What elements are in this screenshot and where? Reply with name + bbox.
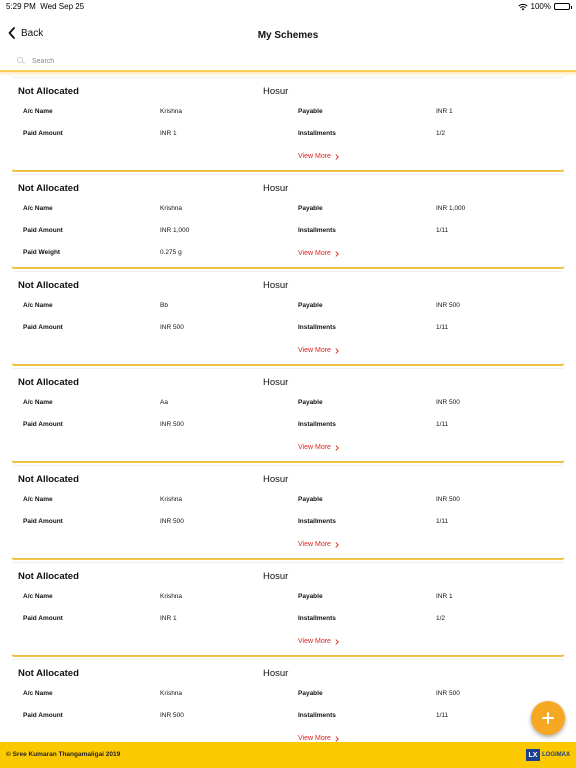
installments-value: 1/2 [436,130,446,137]
logo-text: LOGIMAX [542,752,570,758]
installments-value: 1/2 [436,615,446,622]
chevron-right-icon [335,445,339,451]
scheme-branch: Hosur [263,377,289,388]
scheme-status: Not Allocated [18,571,79,582]
installments-label: Installments [298,130,336,137]
installments-label: Installments [298,615,336,622]
chevron-right-icon [335,348,339,354]
back-label: Back [21,27,44,39]
scheme-card[interactable] [12,563,564,655]
view-more-link[interactable] [298,735,339,742]
detail-row [12,249,564,261]
battery-percent: 100% [530,2,551,11]
paid-amount-value: INR 500 [160,518,184,525]
view-more-label: View More [298,444,331,451]
detail-row [12,593,564,605]
acname-value: Aa [160,399,168,406]
scheme-card[interactable] [12,78,564,170]
installments-label: Installments [298,518,336,525]
installments-label: Installments [298,421,336,428]
payable-value: INR 500 [436,302,460,309]
plus-icon [542,712,554,724]
paid-amount-label: Paid Amount [23,518,63,525]
view-more-label: View More [298,735,331,742]
detail-row [12,518,564,530]
payable-label: Payable [298,108,323,115]
payable-label: Payable [298,593,323,600]
copyright-text: © Sree Kumaran Thangamaligai 2019 [6,751,121,758]
view-more-label: View More [298,153,331,160]
acname-label: A/c Name [23,302,53,309]
nav-bar [0,22,576,48]
payable-value: INR 500 [436,496,460,503]
page-title: My Schemes [257,30,319,41]
paid-amount-value: INR 500 [160,324,184,331]
view-more-link[interactable] [298,444,339,451]
view-more-label: View More [298,347,331,354]
detail-row [12,690,564,702]
detail-row [12,302,564,314]
detail-row [12,108,564,120]
scheme-status: Not Allocated [18,377,79,388]
installments-value: 1/11 [436,712,449,719]
paid-weight-value: 0.275 g [160,249,182,256]
payable-label: Payable [298,399,323,406]
scheme-status: Not Allocated [18,668,79,679]
detail-row [12,205,564,217]
payable-label: Payable [298,205,323,212]
view-more-link[interactable] [298,638,339,645]
scheme-list[interactable] [12,76,564,742]
paid-amount-value: INR 500 [160,421,184,428]
search-bar [0,50,576,72]
add-scheme-button[interactable] [531,701,565,735]
paid-weight-label: Paid Weight [23,249,61,256]
view-more-link[interactable] [298,541,339,548]
acname-label: A/c Name [23,593,53,600]
footer [0,742,576,768]
status-bar [0,0,576,14]
installments-value: 1/11 [436,421,449,428]
paid-amount-label: Paid Amount [23,712,63,719]
acname-value: Krishna [160,690,183,697]
paid-amount-value: INR 500 [160,712,184,719]
scheme-branch: Hosur [263,571,289,582]
installments-value: 1/11 [436,227,449,234]
scheme-status: Not Allocated [18,86,79,97]
paid-amount-label: Paid Amount [23,615,63,622]
installments-label: Installments [298,324,336,331]
view-more-label: View More [298,541,331,548]
view-more-label: View More [298,250,331,257]
view-more-link[interactable] [298,250,339,257]
scheme-branch: Hosur [263,86,289,97]
scheme-card[interactable] [12,175,564,267]
acname-label: A/c Name [23,496,53,503]
acname-value: Bb [160,302,168,309]
installments-label: Installments [298,712,336,719]
payable-value: INR 1 [436,593,453,600]
scheme-status: Not Allocated [18,183,79,194]
paid-amount-label: Paid Amount [23,130,63,137]
chevron-right-icon [335,251,339,257]
chevron-right-icon [335,639,339,645]
acname-value: Krishna [160,108,183,115]
paid-amount-value: INR 1,000 [160,227,190,234]
acname-value: Krishna [160,593,183,600]
detail-row [12,324,564,336]
acname-label: A/c Name [23,205,53,212]
paid-amount-label: Paid Amount [23,324,63,331]
detail-row [12,130,564,142]
scheme-card[interactable] [12,369,564,461]
scheme-branch: Hosur [263,280,289,291]
detail-row [12,712,564,724]
logimax-logo [526,749,570,761]
acname-value: Krishna [160,205,183,212]
payable-label: Payable [298,496,323,503]
scheme-card[interactable] [12,466,564,558]
status-time: 5:29 PM Wed Sep 25 [6,2,85,11]
payable-value: INR 500 [436,690,460,697]
chevron-right-icon [335,542,339,548]
paid-amount-value: INR 1 [160,130,177,137]
detail-row [12,615,564,627]
scheme-branch: Hosur [263,668,289,679]
scheme-status: Not Allocated [18,474,79,485]
scheme-branch: Hosur [263,474,289,485]
payable-value: INR 500 [436,399,460,406]
wifi-icon [518,3,528,11]
view-more-link[interactable] [298,347,339,354]
detail-row [12,227,564,239]
payable-value: INR 1,000 [436,205,466,212]
installments-value: 1/11 [436,324,449,331]
acname-label: A/c Name [23,690,53,697]
scheme-card[interactable] [12,272,564,364]
installments-value: 1/11 [436,518,449,525]
search-icon [17,57,23,63]
payable-label: Payable [298,302,323,309]
acname-label: A/c Name [23,399,53,406]
payable-label: Payable [298,690,323,697]
chevron-right-icon [335,736,339,742]
paid-amount-label: Paid Amount [23,421,63,428]
paid-amount-label: Paid Amount [23,227,63,234]
battery-icon [554,3,570,10]
search-input[interactable] [32,54,332,68]
view-more-link[interactable] [298,153,339,160]
acname-value: Krishna [160,496,183,503]
status-right [518,2,570,11]
installments-label: Installments [298,227,336,234]
acname-label: A/c Name [23,108,53,115]
view-more-label: View More [298,638,331,645]
logo-mark: LX [526,749,540,761]
chevron-right-icon [335,154,339,160]
payable-value: INR 1 [436,108,453,115]
detail-row [12,399,564,411]
scheme-branch: Hosur [263,183,289,194]
detail-row [12,421,564,433]
scheme-status: Not Allocated [18,280,79,291]
paid-amount-value: INR 1 [160,615,177,622]
scheme-card[interactable] [12,660,564,742]
detail-row [12,496,564,508]
